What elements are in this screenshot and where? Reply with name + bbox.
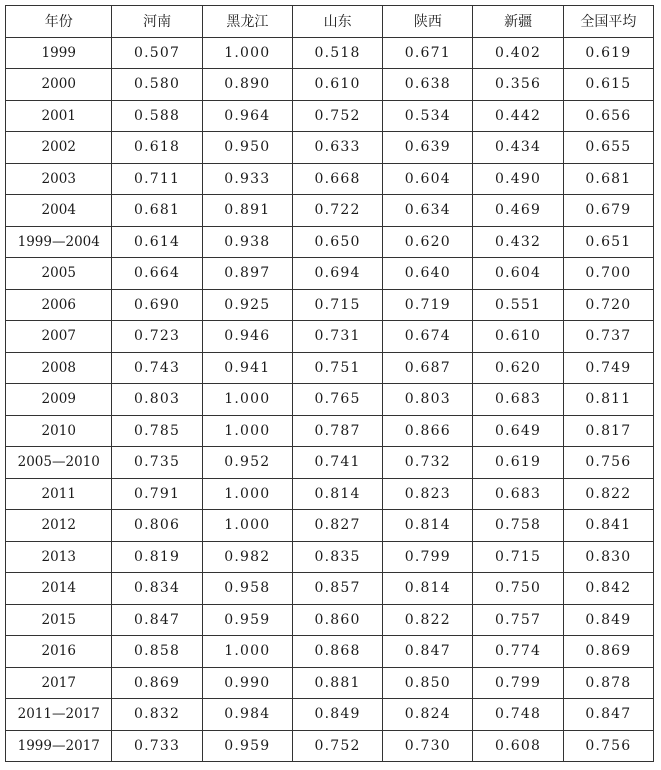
cell-national-average: 0.811 <box>563 384 653 416</box>
cell-xinjiang: 0.757 <box>473 604 563 636</box>
header-row <box>6 6 654 38</box>
cell-national-average: 0.679 <box>563 195 653 227</box>
cell-shandong: 0.731 <box>292 321 382 353</box>
cell-shandong: 0.715 <box>292 289 382 321</box>
table-row <box>6 541 654 573</box>
cell-national-average: 0.869 <box>563 636 653 668</box>
cell-year: 2013 <box>6 541 112 573</box>
cell-year: 2001 <box>6 100 112 132</box>
cell-year: 2011 <box>6 478 112 510</box>
cell-heilongjiang: 0.982 <box>202 541 292 573</box>
table-header <box>6 6 654 38</box>
table-row <box>6 69 654 101</box>
cell-shandong: 0.751 <box>292 352 382 384</box>
table-row <box>6 447 654 479</box>
cell-heilongjiang: 0.990 <box>202 667 292 699</box>
cell-shandong: 0.752 <box>292 100 382 132</box>
cell-shaanxi: 0.639 <box>383 132 473 164</box>
cell-shandong: 0.694 <box>292 258 382 290</box>
cell-xinjiang: 0.758 <box>473 510 563 542</box>
cell-henan: 0.869 <box>112 667 202 699</box>
table-row <box>6 699 654 731</box>
cell-xinjiang: 0.799 <box>473 667 563 699</box>
cell-year: 2010 <box>6 415 112 447</box>
cell-henan: 0.785 <box>112 415 202 447</box>
cell-heilongjiang: 0.958 <box>202 573 292 605</box>
cell-year: 2002 <box>6 132 112 164</box>
data-table-container <box>5 5 654 762</box>
cell-shaanxi: 0.674 <box>383 321 473 353</box>
cell-henan: 0.690 <box>112 289 202 321</box>
cell-xinjiang: 0.442 <box>473 100 563 132</box>
cell-national-average: 0.737 <box>563 321 653 353</box>
cell-national-average: 0.756 <box>563 730 653 762</box>
cell-year: 2006 <box>6 289 112 321</box>
cell-national-average: 0.756 <box>563 447 653 479</box>
cell-shaanxi: 0.620 <box>383 226 473 258</box>
cell-heilongjiang: 1.000 <box>202 37 292 69</box>
table-row <box>6 573 654 605</box>
cell-shandong: 0.835 <box>292 541 382 573</box>
cell-shaanxi: 0.671 <box>383 37 473 69</box>
table-row <box>6 384 654 416</box>
cell-shaanxi: 0.719 <box>383 289 473 321</box>
cell-heilongjiang: 0.890 <box>202 69 292 101</box>
cell-national-average: 0.619 <box>563 37 653 69</box>
cell-year: 2014 <box>6 573 112 605</box>
cell-shaanxi: 0.866 <box>383 415 473 447</box>
cell-shaanxi: 0.640 <box>383 258 473 290</box>
cell-henan: 0.858 <box>112 636 202 668</box>
cell-henan: 0.733 <box>112 730 202 762</box>
header-xinjiang: 新疆 <box>473 6 563 38</box>
cell-heilongjiang: 0.950 <box>202 132 292 164</box>
header-shandong: 山东 <box>292 6 382 38</box>
table-row <box>6 37 654 69</box>
cell-henan: 0.832 <box>112 699 202 731</box>
cell-xinjiang: 0.434 <box>473 132 563 164</box>
cell-shaanxi: 0.730 <box>383 730 473 762</box>
cell-xinjiang: 0.610 <box>473 321 563 353</box>
efficiency-table <box>5 5 654 762</box>
cell-xinjiang: 0.551 <box>473 289 563 321</box>
cell-year: 2000 <box>6 69 112 101</box>
cell-year: 2017 <box>6 667 112 699</box>
cell-shandong: 0.827 <box>292 510 382 542</box>
table-row <box>6 258 654 290</box>
cell-shaanxi: 0.732 <box>383 447 473 479</box>
cell-national-average: 0.749 <box>563 352 653 384</box>
cell-henan: 0.806 <box>112 510 202 542</box>
table-row <box>6 289 654 321</box>
cell-xinjiang: 0.649 <box>473 415 563 447</box>
table-body <box>6 37 654 762</box>
cell-year: 2012 <box>6 510 112 542</box>
cell-henan: 0.743 <box>112 352 202 384</box>
cell-henan: 0.618 <box>112 132 202 164</box>
cell-heilongjiang: 0.897 <box>202 258 292 290</box>
cell-year: 1999—2004 <box>6 226 112 258</box>
cell-xinjiang: 0.608 <box>473 730 563 762</box>
cell-heilongjiang: 1.000 <box>202 510 292 542</box>
cell-year: 2011—2017 <box>6 699 112 731</box>
cell-xinjiang: 0.715 <box>473 541 563 573</box>
cell-henan: 0.723 <box>112 321 202 353</box>
cell-national-average: 0.720 <box>563 289 653 321</box>
cell-national-average: 0.656 <box>563 100 653 132</box>
cell-shandong: 0.610 <box>292 69 382 101</box>
cell-heilongjiang: 0.933 <box>202 163 292 195</box>
cell-henan: 0.847 <box>112 604 202 636</box>
cell-national-average: 0.615 <box>563 69 653 101</box>
cell-xinjiang: 0.604 <box>473 258 563 290</box>
cell-year: 2007 <box>6 321 112 353</box>
cell-shaanxi: 0.850 <box>383 667 473 699</box>
table-row <box>6 510 654 542</box>
cell-heilongjiang: 0.964 <box>202 100 292 132</box>
cell-xinjiang: 0.750 <box>473 573 563 605</box>
cell-shandong: 0.668 <box>292 163 382 195</box>
cell-shandong: 0.881 <box>292 667 382 699</box>
cell-shaanxi: 0.634 <box>383 195 473 227</box>
cell-shandong: 0.787 <box>292 415 382 447</box>
cell-heilongjiang: 0.984 <box>202 699 292 731</box>
cell-xinjiang: 0.683 <box>473 478 563 510</box>
cell-henan: 0.588 <box>112 100 202 132</box>
cell-shandong: 0.633 <box>292 132 382 164</box>
cell-xinjiang: 0.469 <box>473 195 563 227</box>
cell-henan: 0.735 <box>112 447 202 479</box>
cell-year: 2016 <box>6 636 112 668</box>
cell-heilongjiang: 1.000 <box>202 384 292 416</box>
cell-heilongjiang: 0.959 <box>202 604 292 636</box>
cell-shaanxi: 0.604 <box>383 163 473 195</box>
cell-shaanxi: 0.847 <box>383 636 473 668</box>
cell-shaanxi: 0.822 <box>383 604 473 636</box>
cell-year: 2015 <box>6 604 112 636</box>
cell-xinjiang: 0.356 <box>473 69 563 101</box>
cell-xinjiang: 0.432 <box>473 226 563 258</box>
cell-heilongjiang: 0.952 <box>202 447 292 479</box>
cell-year: 2003 <box>6 163 112 195</box>
table-row <box>6 100 654 132</box>
cell-henan: 0.614 <box>112 226 202 258</box>
cell-shaanxi: 0.824 <box>383 699 473 731</box>
cell-heilongjiang: 1.000 <box>202 478 292 510</box>
cell-shaanxi: 0.534 <box>383 100 473 132</box>
cell-national-average: 0.651 <box>563 226 653 258</box>
cell-henan: 0.803 <box>112 384 202 416</box>
cell-xinjiang: 0.774 <box>473 636 563 668</box>
table-row <box>6 636 654 668</box>
cell-year: 2009 <box>6 384 112 416</box>
table-row <box>6 321 654 353</box>
cell-national-average: 0.878 <box>563 667 653 699</box>
cell-year: 1999 <box>6 37 112 69</box>
table-row <box>6 132 654 164</box>
cell-henan: 0.580 <box>112 69 202 101</box>
cell-shandong: 0.849 <box>292 699 382 731</box>
cell-shandong: 0.518 <box>292 37 382 69</box>
cell-national-average: 0.655 <box>563 132 653 164</box>
cell-year: 2008 <box>6 352 112 384</box>
header-national-average: 全国平均 <box>563 6 653 38</box>
cell-shandong: 0.741 <box>292 447 382 479</box>
cell-shandong: 0.752 <box>292 730 382 762</box>
cell-shandong: 0.650 <box>292 226 382 258</box>
cell-year: 1999—2017 <box>6 730 112 762</box>
cell-henan: 0.711 <box>112 163 202 195</box>
cell-year: 2004 <box>6 195 112 227</box>
cell-henan: 0.664 <box>112 258 202 290</box>
header-heilongjiang: 黑龙江 <box>202 6 292 38</box>
cell-national-average: 0.822 <box>563 478 653 510</box>
cell-shandong: 0.722 <box>292 195 382 227</box>
cell-shaanxi: 0.799 <box>383 541 473 573</box>
cell-shandong: 0.857 <box>292 573 382 605</box>
cell-henan: 0.834 <box>112 573 202 605</box>
cell-heilongjiang: 1.000 <box>202 415 292 447</box>
cell-heilongjiang: 1.000 <box>202 636 292 668</box>
cell-xinjiang: 0.402 <box>473 37 563 69</box>
cell-national-average: 0.817 <box>563 415 653 447</box>
header-year: 年份 <box>6 6 112 38</box>
header-henan: 河南 <box>112 6 202 38</box>
cell-heilongjiang: 0.925 <box>202 289 292 321</box>
cell-year: 2005—2010 <box>6 447 112 479</box>
cell-henan: 0.507 <box>112 37 202 69</box>
cell-shaanxi: 0.823 <box>383 478 473 510</box>
cell-national-average: 0.830 <box>563 541 653 573</box>
cell-shaanxi: 0.638 <box>383 69 473 101</box>
table-row <box>6 226 654 258</box>
cell-shaanxi: 0.687 <box>383 352 473 384</box>
table-row <box>6 352 654 384</box>
table-row <box>6 604 654 636</box>
cell-heilongjiang: 0.941 <box>202 352 292 384</box>
cell-heilongjiang: 0.938 <box>202 226 292 258</box>
cell-national-average: 0.842 <box>563 573 653 605</box>
table-row <box>6 163 654 195</box>
table-row <box>6 730 654 762</box>
table-row <box>6 478 654 510</box>
cell-xinjiang: 0.620 <box>473 352 563 384</box>
cell-xinjiang: 0.683 <box>473 384 563 416</box>
cell-shandong: 0.765 <box>292 384 382 416</box>
cell-henan: 0.819 <box>112 541 202 573</box>
header-shaanxi: 陕西 <box>383 6 473 38</box>
cell-national-average: 0.700 <box>563 258 653 290</box>
cell-henan: 0.681 <box>112 195 202 227</box>
cell-heilongjiang: 0.959 <box>202 730 292 762</box>
cell-shaanxi: 0.803 <box>383 384 473 416</box>
cell-shandong: 0.868 <box>292 636 382 668</box>
table-row <box>6 195 654 227</box>
table-row <box>6 415 654 447</box>
cell-henan: 0.791 <box>112 478 202 510</box>
cell-shandong: 0.860 <box>292 604 382 636</box>
cell-shaanxi: 0.814 <box>383 510 473 542</box>
cell-heilongjiang: 0.891 <box>202 195 292 227</box>
cell-heilongjiang: 0.946 <box>202 321 292 353</box>
cell-shaanxi: 0.814 <box>383 573 473 605</box>
cell-national-average: 0.681 <box>563 163 653 195</box>
cell-year: 2005 <box>6 258 112 290</box>
cell-national-average: 0.849 <box>563 604 653 636</box>
cell-xinjiang: 0.490 <box>473 163 563 195</box>
cell-xinjiang: 0.748 <box>473 699 563 731</box>
cell-national-average: 0.847 <box>563 699 653 731</box>
cell-national-average: 0.841 <box>563 510 653 542</box>
cell-xinjiang: 0.619 <box>473 447 563 479</box>
table-row <box>6 667 654 699</box>
cell-shandong: 0.814 <box>292 478 382 510</box>
